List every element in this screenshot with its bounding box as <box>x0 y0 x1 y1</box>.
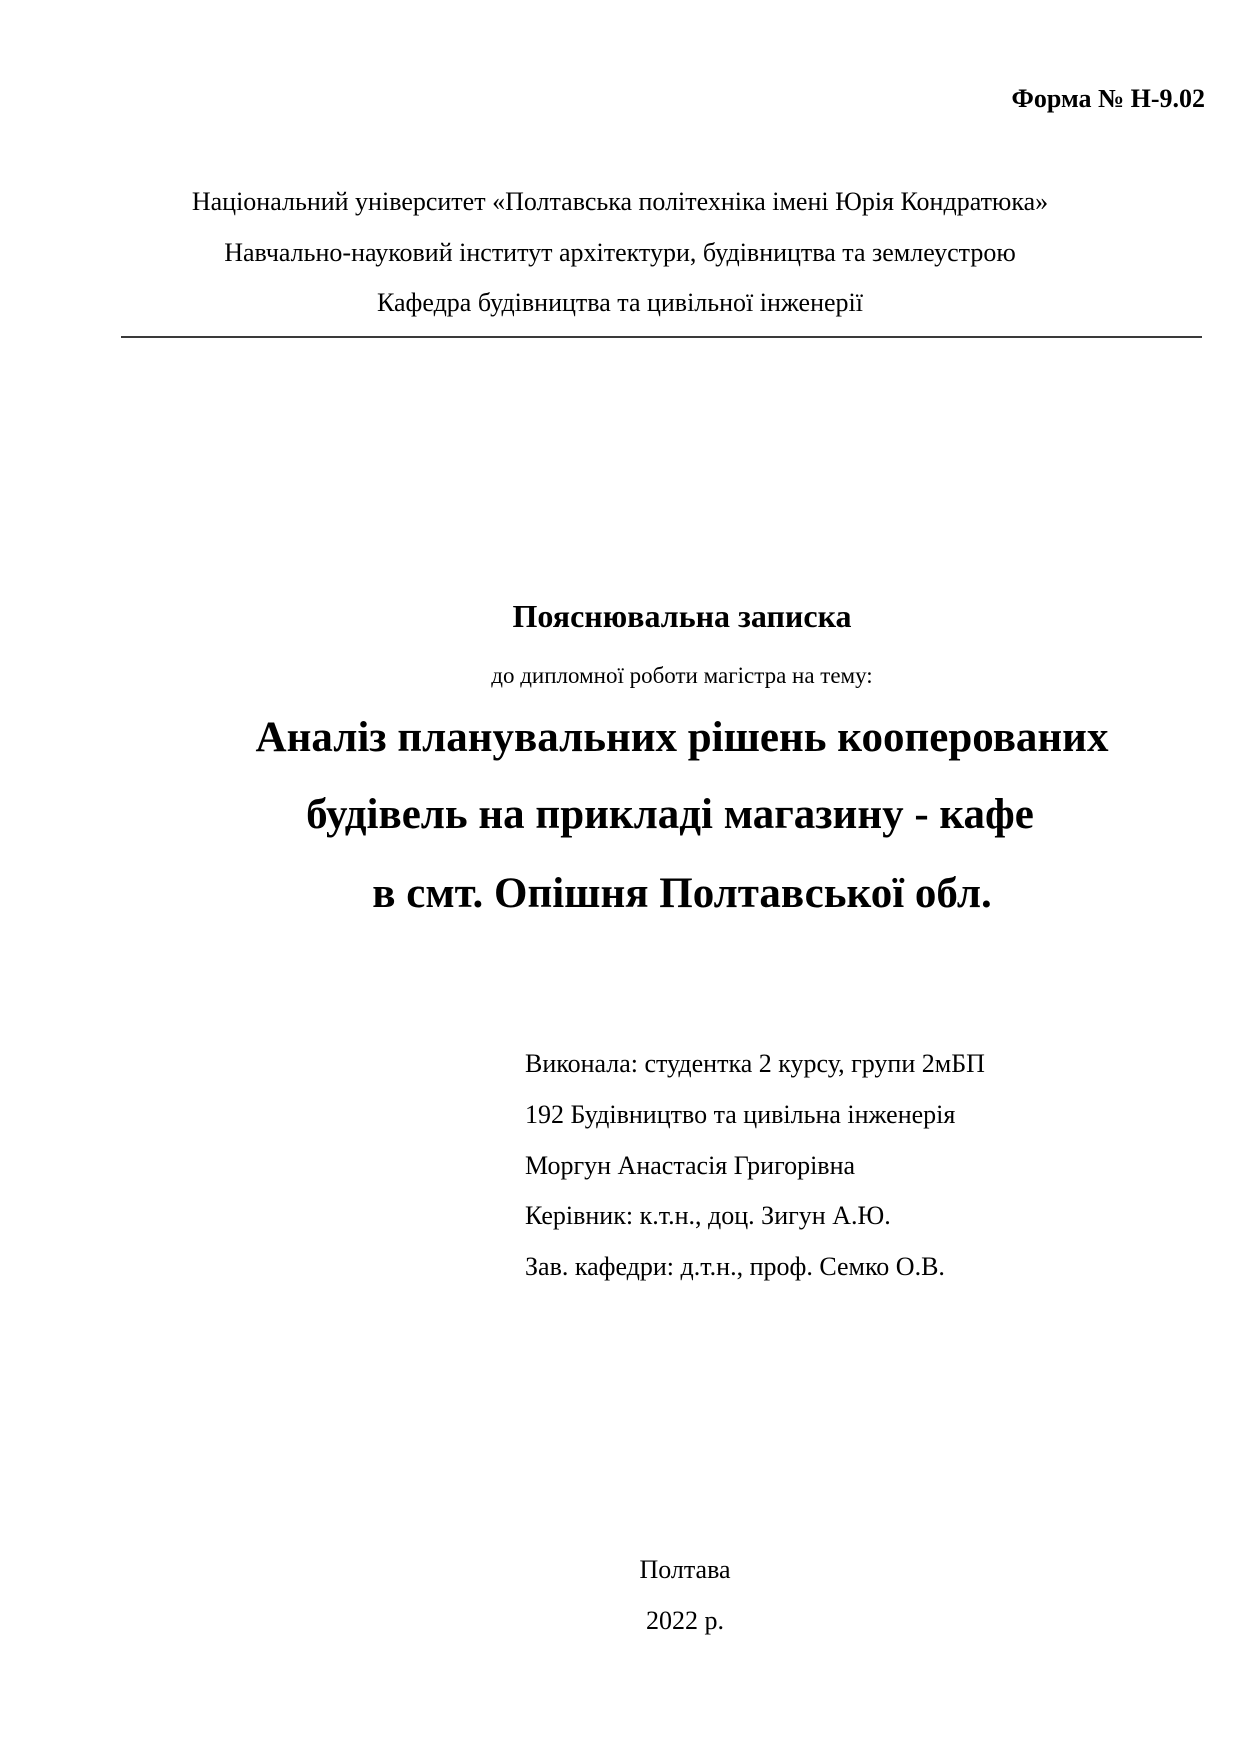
specialty: 192 Будівництво та цивільна інженерія <box>525 1100 956 1129</box>
document-subtitle: до дипломної роботи магістра на тему: <box>491 663 873 688</box>
supervisor: Керівник: к.т.н., доц. Зигун А.Ю. <box>525 1201 891 1230</box>
university-name: Національний університет «Полтавська політехніка імені Юрія Кондратюка» <box>191 187 1049 216</box>
department-head: Зав. кафедри: д.т.н., проф. Семко О.В. <box>525 1252 945 1281</box>
author-name: Моргун Анастасія Григорівна <box>525 1151 856 1180</box>
header-divider <box>121 336 1202 338</box>
city: Полтава <box>639 1555 731 1584</box>
author-status: Виконала: студентка 2 курсу, групи 2мБП <box>525 1049 985 1078</box>
institute-name: Навчально-науковий інститут архітектури, будівництва та землеустрою <box>224 238 1016 267</box>
form-number: Форма № Н-9.02 <box>1011 84 1205 113</box>
thesis-title-line-2: будівель на прикладі магазину - кафе <box>306 791 1034 838</box>
thesis-title-line-3: в смт. Опішня Полтавської обл. <box>372 870 992 917</box>
department-name: Кафедра будівництва та цивільної інженерії <box>377 288 863 317</box>
thesis-title-line-1: Аналіз планувальних рішень кооперованих <box>255 714 1109 761</box>
year: 2022 р. <box>646 1606 724 1635</box>
document-type: Пояснювальна записка <box>512 598 852 634</box>
